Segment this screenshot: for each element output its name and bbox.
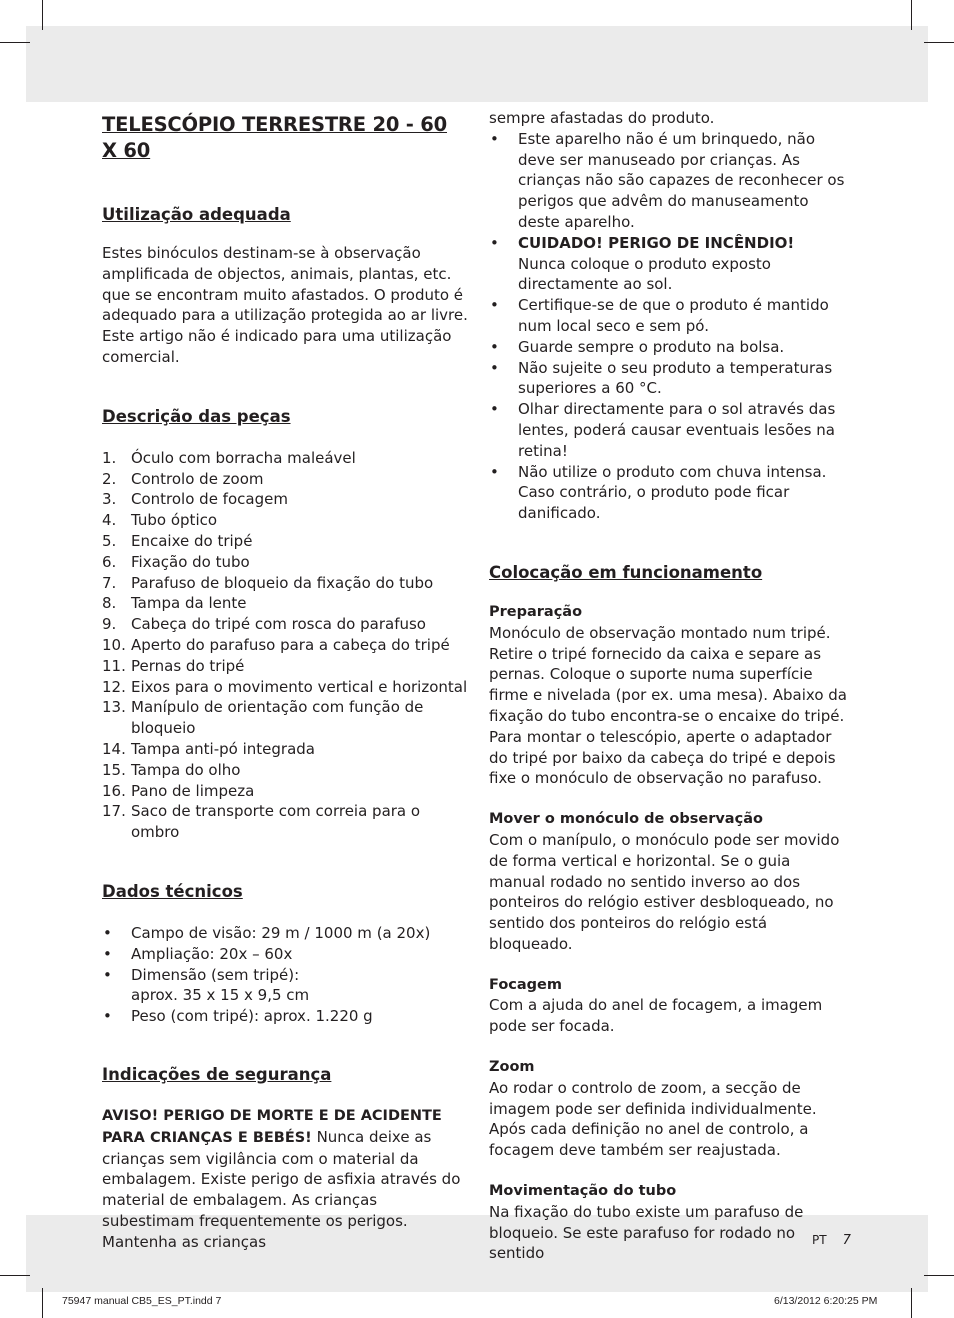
page-footer — [812, 1232, 851, 1249]
crop-mark — [924, 42, 954, 43]
operation-text: Com a ajuda do anel de focagem, a imagem pode ser focada. — [489, 996, 823, 1036]
crop-mark — [0, 42, 30, 43]
crop-mark — [911, 0, 912, 30]
safety-continued: sempre afastadas do produto. — [489, 109, 715, 127]
item-label: Eixos para o movimento vertical e horizontal — [131, 677, 468, 696]
operation-text: Na fixação do tubo existe um parafuso de bloqueio. Se este parafuso for rodado no sentido — [489, 1202, 804, 1263]
item-label: Tampa da lente — [131, 594, 247, 613]
bullet: • — [490, 129, 499, 148]
parts-list-item — [102, 448, 468, 469]
operation-subheading: Focagem — [489, 976, 562, 993]
parts-list-item — [102, 697, 468, 739]
operation-subheading: Zoom — [489, 1059, 535, 1076]
bullet: • — [103, 1007, 112, 1026]
operation-heading: Colocação em funcionamento — [489, 562, 763, 582]
parts-heading: Descrição das peças — [102, 406, 291, 426]
operation-section — [489, 809, 851, 955]
usage-text: Estes binóculos destinam-se à observação amplificada de objectos, animais, plantas, etc. que se encontram muito afastados. O produto é adequado para a utilização protegida ao ar livre. Este artigo não é indicado para uma utilização comercial. — [102, 244, 468, 366]
list-item: • Campo de visão: 29 m / 1000 m (a 20x) — [103, 923, 431, 942]
item-number: 16. — [102, 781, 126, 800]
language-code: PT — [812, 1233, 827, 1247]
parts-list — [102, 448, 468, 843]
crop-mark — [911, 1288, 912, 1318]
item-label: Pano de limpeza — [131, 781, 255, 800]
safety-item — [489, 358, 851, 400]
item-number: 2. — [102, 469, 117, 488]
safety-item-text: Nunca coloque o produto exposto directamente ao sol. — [518, 254, 771, 294]
slug-date: 6/13/2012 6:20:25 PM — [774, 1295, 878, 1307]
operation-text: Com o manípulo, o monóculo pode ser movido de forma vertical e horizontal. Se o guia manual rodado no sentido inverso ao dos ponteiros do relógio estiver desbloqueado, no sentido dos ponteiros do relógio está bloqueado. — [489, 830, 840, 953]
item-label: Controlo de focagem — [131, 490, 288, 509]
operation-section — [489, 975, 851, 1037]
parts-list-item — [102, 801, 468, 843]
parts-list-item — [102, 593, 468, 614]
safety-list — [489, 129, 851, 524]
item-number: 11. — [102, 656, 126, 675]
item-label: Parafuso de bloqueio da fixação do tubo — [131, 573, 434, 592]
item-label: Fixação do tubo — [131, 552, 250, 571]
right-column — [489, 108, 851, 1264]
left-column — [102, 108, 468, 1252]
operation-section — [489, 1057, 851, 1161]
item-label: Aperto do parafuso para a cabeça do tripé — [131, 635, 450, 654]
safety-item — [489, 337, 851, 358]
bullet: • — [490, 462, 499, 481]
safety-warning — [102, 1105, 468, 1253]
crop-mark — [42, 0, 43, 30]
safety-item — [489, 295, 851, 337]
item-number: 9. — [102, 615, 117, 634]
operation-subheading: Mover o monóculo de observação — [489, 811, 763, 828]
parts-list-item — [102, 531, 468, 552]
item-number: 1. — [102, 448, 117, 467]
item-number: 17. — [102, 802, 126, 821]
item-label: Óculo com borracha maleável — [131, 448, 356, 467]
parts-list-item — [102, 781, 468, 802]
safety-item — [489, 462, 851, 524]
safety-item-text: Olhar directamente para o sol através das lentes, poderá causar eventuais lesões na retina! — [518, 400, 836, 460]
bullet: • — [490, 358, 499, 377]
item-number: 10. — [102, 635, 126, 654]
item-label: Encaixe do tripé — [131, 531, 253, 550]
bullet: • — [490, 337, 499, 356]
warning-bold: AVISO! PERIGO DE MORTE E DE ACIDENTE PARA CRIANÇAS E BEBÉS! — [102, 1107, 442, 1146]
safety-item-bold: CUIDADO! PERIGO DE INCÊNDIO! — [518, 233, 795, 252]
safety-item-text: Certifique-se de que o produto é mantido num local seco e sem pó. — [518, 296, 829, 335]
bullet: • — [103, 923, 112, 942]
operation-text: Monóculo de observação montado num tripé. Retire o tripé fornecido da caixa e separe as pernas. Coloque o suporte numa superfície firme e nivelada (por ex. uma mesa). Abaixo da fixação do tubo encontra-se o encaixe do tripé. Para montar o telescópio, aperte o adaptador do tripé por baixo da cabeça do tripé e depois fixe o monóculo de observação no parafuso. — [489, 623, 847, 788]
operation-subheading: Preparação — [489, 603, 583, 620]
item-label: Pernas do tripé — [131, 656, 245, 675]
parts-list-item — [102, 677, 468, 698]
technical-heading: Dados técnicos — [102, 881, 243, 901]
safety-heading: Indicações de segurança — [102, 1064, 332, 1084]
safety-item-text: Este aparelho não é um brinquedo, não deve ser manuseado por crianças. As crianças não são capazes de reconhecer os perigos que advêm do manuseamento deste aparelho. — [518, 129, 845, 231]
operation-section — [489, 1181, 851, 1264]
item-label: Manípulo de orientação com função de bloqueio — [131, 698, 424, 738]
item-label: Controlo de zoom — [131, 469, 264, 488]
page-number: 7 — [842, 1233, 851, 1248]
crop-mark — [42, 1288, 43, 1318]
item-label: Tubo óptico — [131, 511, 218, 530]
safety-item — [489, 233, 851, 295]
list-item: • Ampliação: 20x – 60x — [103, 944, 293, 963]
bullet: • — [490, 400, 499, 419]
item-label: Cabeça do tripé com rosca do parafuso — [131, 615, 426, 634]
parts-list-item — [102, 739, 468, 760]
parts-list-item — [102, 510, 468, 531]
parts-list-item — [102, 573, 468, 594]
operation-sections — [489, 602, 851, 1264]
bullet: • — [103, 965, 112, 984]
item-label: Tampa do olho — [131, 760, 241, 779]
item-number: 3. — [102, 490, 117, 509]
parts-list-item — [102, 614, 468, 635]
bullet: • — [490, 296, 499, 315]
parts-list-item — [102, 552, 468, 573]
parts-list-item — [102, 760, 468, 781]
item-number: 4. — [102, 511, 117, 530]
item-number: 13. — [102, 698, 126, 717]
technical-list — [102, 923, 468, 1027]
crop-mark — [924, 1275, 954, 1276]
slug-file: 75947 manual CB5_ES_PT.indd 7 — [62, 1295, 222, 1307]
bullet: • — [103, 944, 112, 963]
operation-subheading: Movimentação do tubo — [489, 1183, 677, 1200]
item-number: 5. — [102, 531, 117, 550]
item-number: 14. — [102, 739, 126, 758]
item-number: 6. — [102, 552, 117, 571]
safety-item-text: Guarde sempre o produto na bolsa. — [518, 337, 785, 356]
parts-list-item — [102, 656, 468, 677]
safety-item — [489, 129, 851, 233]
parts-list-item — [102, 635, 468, 656]
list-item: • Peso (com tripé): aprox. 1.220 g — [103, 1007, 373, 1026]
parts-list-item — [102, 489, 468, 510]
list-item-continuation: aprox. 35 x 15 x 9,5 cm — [131, 986, 310, 1005]
safety-item-text: Não utilize o produto com chuva intensa. Caso contrário, o produto pode ficar danificado. — [518, 462, 827, 523]
list-item: • Dimensão (sem tripé): — [103, 965, 300, 984]
item-number: 12. — [102, 677, 126, 696]
item-number: 15. — [102, 760, 126, 779]
safety-item-text: Não sujeite o seu produto a temperaturas superiores a 60 °C. — [518, 358, 833, 398]
crop-mark — [0, 1275, 30, 1276]
warning-text: Nunca deixe as crianças sem vigilância com o material da embalagem. Existe perigo de asfixia através do material de embalagem. As crianças subestimam frequentemente os perigos. Mantenha as crianças — [102, 1127, 461, 1251]
header-band — [26, 26, 928, 102]
item-number: 8. — [102, 594, 117, 613]
item-label: Saco de transporte com correia para o ombro — [131, 802, 421, 842]
parts-list-item — [102, 469, 468, 490]
item-label: Tampa anti-pó integrada — [131, 739, 315, 758]
item-number: 7. — [102, 573, 117, 592]
operation-text: Ao rodar o controlo de zoom, a secção de imagem pode ser definida individualmente. Após cada definição no anel de controlo, a focagem deve também ser reajustada. — [489, 1078, 817, 1160]
usage-heading: Utilização adequada — [102, 205, 291, 224]
operation-section — [489, 602, 851, 789]
document-title: TELESCÓPIO TERRESTRE 20 - 60 X 60 — [102, 113, 448, 162]
safety-item — [489, 399, 851, 461]
bullet: • — [490, 233, 499, 252]
